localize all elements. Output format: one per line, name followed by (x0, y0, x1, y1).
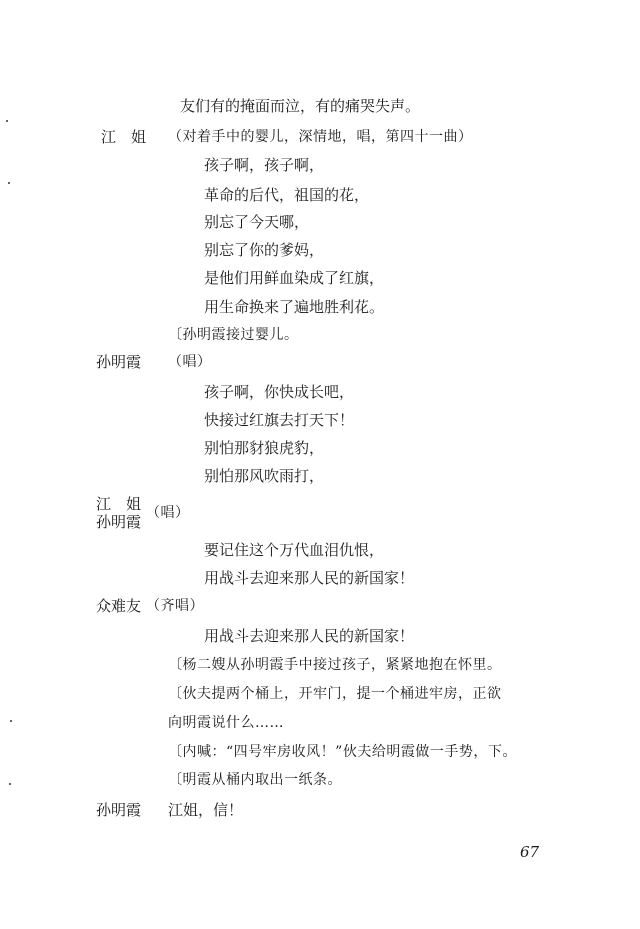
stage-direction: 〔伙夫提两个桶上，开牢门，提一个桶进牢房，正欲 (168, 686, 502, 702)
margin-speck (6, 120, 8, 122)
margin-speck (9, 783, 11, 785)
lyric-line: 别怕那豺狼虎豹， (204, 439, 325, 457)
margin-speck (10, 720, 12, 722)
lyric-line: 孩子啊，孩子啊， (204, 156, 325, 174)
margin-speck (8, 182, 10, 184)
lyric-line: 是他们用鲜血染成了红旗， (204, 269, 385, 287)
stage-direction: 〔明霞从桶内取出一纸条。 (168, 772, 342, 788)
lyric-line: 用战斗去迎来那人民的新国家！ (204, 627, 415, 645)
speaker-sun-mingxia: 孙明霞 (96, 353, 142, 371)
speaker-jiang-jie: 江 姐 (101, 128, 147, 146)
stage-direction: 向明霞说什么…… (168, 715, 284, 731)
stage-direction: 〔杨二嫂从孙明霞手中接过孩子，紧紧地抱在怀里。 (168, 657, 502, 673)
lyric-line: 要记住这个万代血泪仇恨， (204, 541, 385, 559)
speaker-sun-mingxia-duet: 孙明霞 (96, 513, 142, 531)
speaker-jiang-jie-duet: 江 姐 (96, 495, 142, 513)
stage-direction: （唱） (168, 354, 212, 370)
lyric-line: 革命的后代，祖国的花， (204, 186, 370, 204)
lyric-line: 别忘了今天哪， (204, 213, 310, 231)
dialogue-line: 江姐，信！ (168, 801, 244, 819)
lyric-line: 快接过红旗去打天下！ (204, 411, 355, 429)
stage-direction: （对着手中的婴儿，深情地，唱，第四十一曲） (168, 129, 473, 145)
stage-direction: （唱） (146, 505, 190, 521)
speaker-sun-mingxia-final: 孙明霞 (96, 801, 142, 819)
lyric-line: 孩子啊，你快成长吧， (204, 383, 355, 401)
lyric-line: 用生命换来了遍地胜利花。 (204, 298, 385, 316)
page-number: 67 (520, 843, 540, 861)
speaker-crowd: 众难友 (96, 597, 142, 615)
lyric-line: 用战斗去迎来那人民的新国家！ (204, 569, 415, 587)
lyric-line: 别忘了你的爹妈， (204, 241, 325, 259)
stage-direction: 〔内喊：“四号牢房收风！”伙夫给明霞做一手势，下。 (168, 744, 517, 760)
stage-direction-continuation: 友们有的掩面而泣，有的痛哭失声。 (180, 97, 421, 115)
stage-direction: （齐唱） (146, 598, 204, 614)
lyric-line: 别怕那风吹雨打， (204, 467, 325, 485)
stage-direction: 〔孙明霞接过婴儿。 (168, 327, 299, 343)
